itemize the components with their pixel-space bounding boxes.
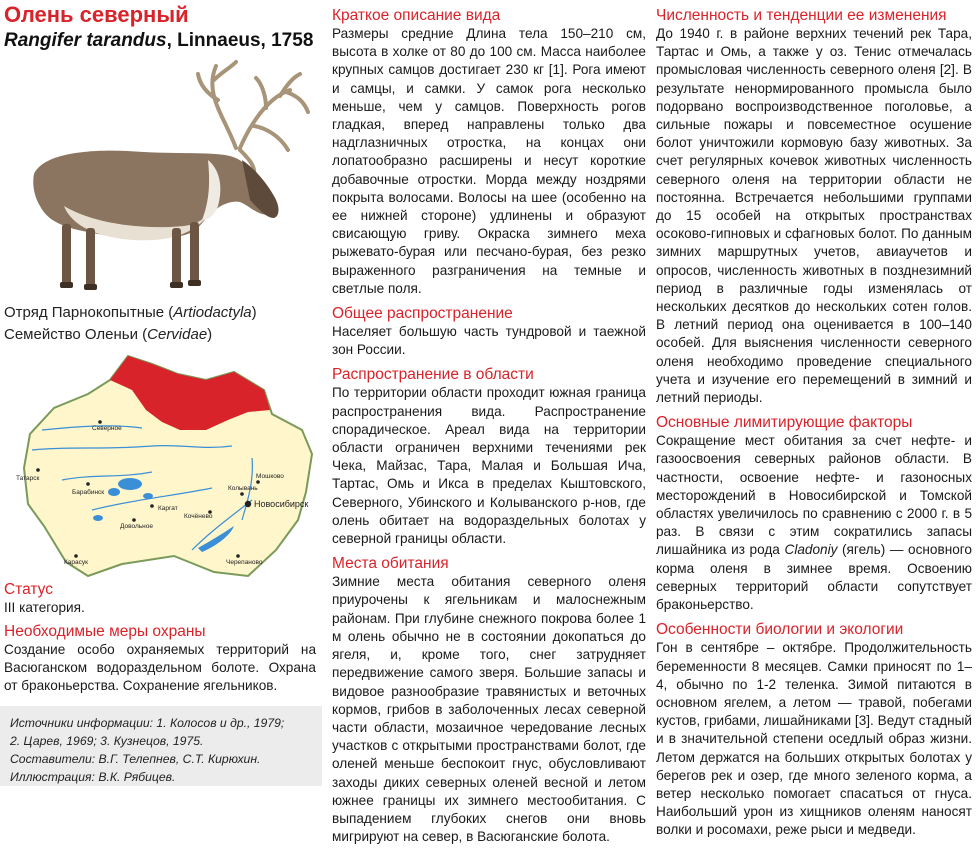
map-label: Кочёнево	[184, 513, 213, 520]
general-range-text: Населяет большую часть тундровой и таежной зон России.	[332, 324, 646, 358]
regional-range-text: По территории области проходит южная граница распространения вида. Распространение спорадическое. Ареал вида на территории области ограничен верхними течениями рек Чека, Майзас, Тара, Малая и Большая Ича, Тартас, Омь и Икса в пределах Кыштовского, Северного, Убинского и Колыванского р-нов, где олень обитает на водораздельных болотах у северной границы области.	[332, 385, 646, 547]
map-label: Северное	[92, 425, 122, 432]
family-label: Семейство Оленьи	[4, 326, 138, 343]
regional-range-heading: Распространение в области	[332, 366, 534, 384]
order-label: Отряд Парнокопытные	[4, 304, 165, 321]
protection-text: Создание особо охраняемых территорий на Васюганском водораздельном болоте. Охрана от браконьерства. Сохранение ягельников.	[4, 642, 316, 694]
family-latin: Cervidae	[147, 326, 208, 343]
map-label: Барабинск	[72, 489, 105, 496]
map-label: Колывань	[228, 485, 258, 492]
map-label: Новосибирск	[254, 499, 309, 509]
sources-box	[0, 706, 322, 786]
limiting-text	[656, 432, 972, 614]
authors-line: Составители: В.Г. Телепнев, С.Т. Кирюхин.	[10, 752, 261, 766]
order-line: Отряд Парнокопытные (Artiodactyla)	[4, 304, 257, 321]
right-column	[656, 6, 972, 846]
lichen-genus: Cladoniy	[784, 542, 838, 558]
description-text: Размеры средние Длина тела 150–210 см, высота в холке от 80 до 100 см. Масса наиболее крупных самцов достигает 230 кг [1]. Рога имеют и самцы, и самки. У самок рога несколько меньше, чем у самцов. Поверхность рогов гладкая, вперед направлены только два надглазничных отростка, на концах они лопатообразно расширены и несут короткие добавочные отростки. Морда между ноздрями покрыта волосами. Волосы на шее (особенно на ее нижней стороне) удлинены и образуют свисающую гриву. Окраска зимнего меха рыжевато-бурая или песчано-бурая, без резко выраженного разграничения на темные и светлые поля.	[332, 26, 646, 296]
page-title: Олень северный	[4, 2, 189, 27]
range-map	[2, 350, 318, 580]
limiting-text-start: Сокращение мест обитания за счет нефте- и газоосвоения северных районов области. В частности, освоение нефте- и газоносных месторождений в Новосибирской и Томской областях увеличилось по сравнению с 2000 г. в 5 раз. В связи с этим сократились запасы лишайника из рода	[656, 433, 972, 558]
map-label: Татарск	[16, 475, 40, 482]
latin-author: , Linnaeus, 1758	[166, 30, 314, 51]
latin-species: Rangifer tarandus	[4, 30, 167, 51]
general-range-heading: Общее распространение	[332, 305, 513, 323]
habitat-heading: Места обитания	[332, 555, 449, 573]
status-section	[4, 580, 316, 617]
biology-heading: Особенности биологии и экологии	[656, 621, 904, 639]
map-label: Довольное	[120, 523, 153, 530]
limiting-heading: Основные лимитирующие факторы	[656, 414, 913, 432]
latin-name	[4, 30, 313, 52]
map-label: Мошково	[256, 473, 284, 480]
sources-line: 2. Царев, 1969; 3. Кузнецов, 1975.	[10, 734, 204, 748]
biology-section	[656, 620, 972, 839]
order-latin: Artiodactyla	[173, 304, 252, 321]
population-section	[656, 6, 972, 407]
status-heading: Статус	[4, 581, 53, 598]
population-text: До 1940 г. в районе верхних течений рек Тара, Тартас и Омь, а также у оз. Тенис отмечалась промысловая численность северного оленя [2]. В результате ненормированного промысла было подорвано воспроизводственное поголовье, а сильные пожары и повсеместное осушение болот уничтожили кормовую базу животных. За счет регулярных кочевок животных численность северного оленя на территории области не постоянна. Встречается небольшими группами до 15 особей на открытых пространствах осоково-гипновых и сфагновых болот. По данным зимних маршрутных учетов, авиаучетов и опросов, численность животных в позднезимний период в различные годы изменялась от нескольких десятков до нескольких сотен голов. В летний период она оценивается в 100–140 особей. Для выяснения численности северного оленя необходимо проведение специального учета и изучение его перемещений в зимний и летний периоды.	[656, 26, 972, 406]
regional-range-section	[332, 365, 646, 548]
biology-text: Гон в сентябре – октябре. Продолжительность беременности 8 месяцев. Самки приносят по 1–4, обычно по 1-2 теленка. Зимой питаются в основном ягелем, а летом — травой, побегами кустов, грибами, лишайниками [3]. Ведут стадный и в значительной степени оседлый образ жизни. Летом держатся на больших открытых болотах у берегов рек и озер, где много зеленого корма, а ветер несколько помогает спасаться от гнуса. Наибольший урон из хищников оленям наносят волки и росомахи, реже рыси и медведи.	[656, 640, 972, 838]
limiting-text-end: (ягель) — основного корма оленя в зимнее время. Освоению северных территорий области сопутствует браконьерство.	[656, 542, 972, 613]
reindeer-illustration	[4, 56, 312, 296]
map-label: Черепаново	[226, 559, 263, 566]
protection-section	[4, 622, 316, 696]
illustration-credit: Иллюстрация: В.К. Рябицев.	[10, 770, 176, 784]
protection-heading: Необходимые меры охраны	[4, 623, 206, 640]
family-line: Семейство Оленьи (Cervidae)	[4, 326, 213, 343]
limiting-section	[656, 413, 972, 614]
map-label: Карасук	[64, 559, 88, 566]
description-heading: Краткое описание вида	[332, 7, 501, 24]
habitat-text: Зимние места обитания северного оленя приурочены к ягельникам и малоснежным районам. При глубине снежного покрова более 1 м олень обычно не в состоянии докопаться до ягеля, и, кроме того, снег затрудняет передвижение самого зверя. Большие запасы и видовое разнообразие травянистых и веточных кормов, грибов в заболоченных лесах северной части области, мозаичное чередование лесных участков с открытыми пространствами болот, где оленей меньше беспокоит гнус, обусловливают заходы диких северных оленей весной и летом южнее границы их зимнего местообитания. С выпадением глубоких снегов они вновь мигрируют на север, в Васюганские болота.	[332, 574, 646, 845]
sources-line: Источники информации: 1. Колосов и др., 1979;	[10, 716, 285, 730]
general-range-section	[332, 304, 646, 359]
population-heading: Численность и тенденции ее изменения	[656, 7, 947, 24]
map-label: Каргат	[158, 505, 178, 512]
middle-column	[332, 6, 646, 852]
description-section	[332, 6, 646, 298]
habitat-section	[332, 554, 646, 846]
status-text: III категория.	[4, 600, 85, 615]
